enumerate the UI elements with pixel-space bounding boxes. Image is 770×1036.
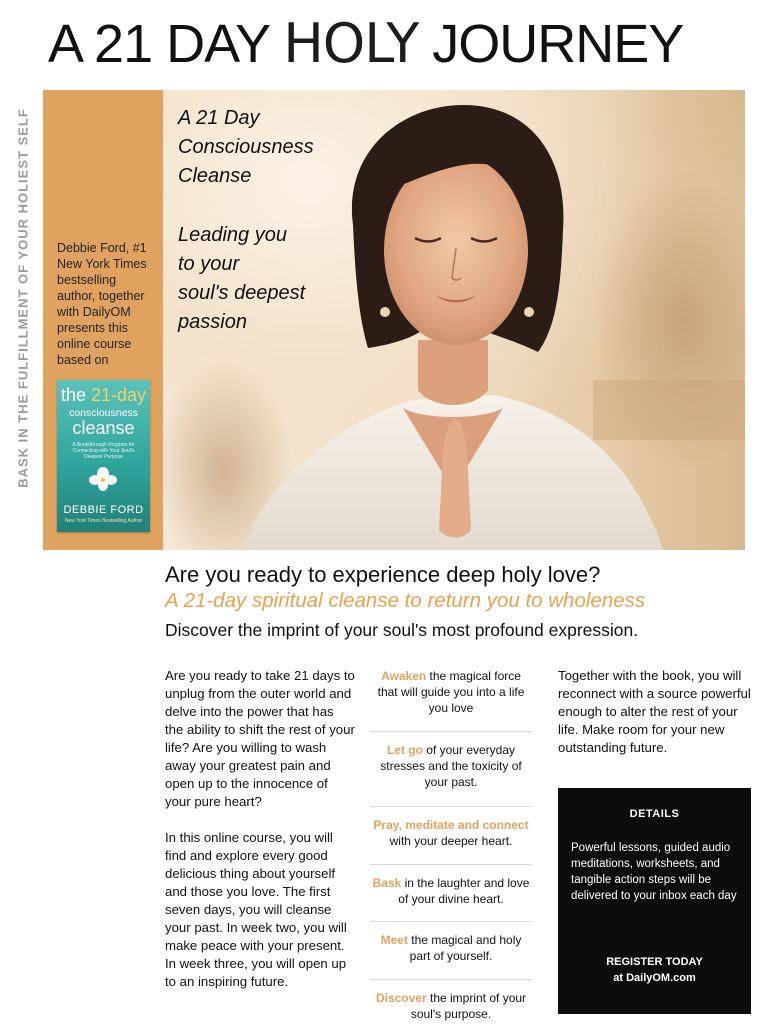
benefit-text: of your everyday stresses and the toxicity of your past. xyxy=(380,743,521,789)
list-item xyxy=(370,807,532,865)
body-paragraph-2: In this online course, you will find and explore every good delicious thing about yourself and those you love. The first seven days, you will cleanse your past. In week two, you will make peace with your present. In week three, you will open up to an inspiring future. xyxy=(165,829,355,991)
body-column-1 xyxy=(165,667,355,1009)
sidebar-intro: Debbie Ford, #1 New York Times bestselling author, together with DailyOM presents this online course based on xyxy=(57,240,157,368)
benefit-text: in the laughter and love of your divine heart. xyxy=(398,876,529,906)
benefit-text: the magical force that will guide you into a life you love xyxy=(378,669,525,715)
title-part-3: JOURNEY xyxy=(432,14,683,74)
left-earring xyxy=(380,307,390,317)
hero-line-2: Consciousness xyxy=(178,133,358,162)
details-heading: DETAILS xyxy=(558,808,751,820)
body-paragraph-1: Are you ready to take 21 days to unplug from the outer world and delve into the power that has the ability to shift the rest of your life? Are you willing to wash away your greatest pain and open up to the innocence of your pure heart? xyxy=(165,667,355,811)
list-item xyxy=(370,865,532,923)
benefit-keyword: Bask xyxy=(373,876,402,890)
list-item xyxy=(370,980,532,1036)
hero-line-7: passion xyxy=(178,308,358,337)
sidebar-panel xyxy=(43,90,163,550)
title-part-1: A 21 DAY xyxy=(48,14,269,74)
hero-line-1: A 21 Day xyxy=(178,104,358,133)
book-the: the xyxy=(61,385,86,405)
hero-text xyxy=(178,104,358,337)
right-earring xyxy=(524,307,534,317)
list-item xyxy=(370,668,532,732)
details-body: Powerful lessons, guided audio meditations, worksheets, and tangible action steps will be delivered to your inbox each day xyxy=(571,840,746,904)
benefit-keyword: Awaken xyxy=(381,669,426,683)
vertical-tagline-text: BASK IN THE FULFILLMENT OF YOUR HOLIEST SELF xyxy=(16,108,31,488)
book-subtitle: A Breakthrough Program for Connecting with Your Soul's Deepest Purpose xyxy=(63,442,144,460)
orchid-icon xyxy=(89,466,117,492)
book-author: DEBBIE FORD xyxy=(57,504,150,516)
hero-line-5: to your xyxy=(178,250,358,279)
hero-line-3: Cleanse xyxy=(178,162,358,191)
register-cta-line-2: at DailyOM.com xyxy=(558,970,751,986)
details-box xyxy=(558,788,751,1014)
book-word-cleanse: cleanse xyxy=(57,418,150,439)
hero-photo xyxy=(163,90,745,550)
background-shelf xyxy=(593,380,745,440)
benefit-text: with your deeper heart. xyxy=(390,834,513,848)
book-title-line xyxy=(57,386,150,404)
benefit-keyword: Pray, meditate and connect xyxy=(373,818,528,832)
book-cover xyxy=(57,380,150,532)
title-part-2: HOLY xyxy=(283,12,418,75)
headline-subtitle: A 21-day spiritual cleanse to return you to wholeness xyxy=(165,589,645,613)
benefits-list xyxy=(370,668,532,1036)
benefit-text: the magical and holy part of yourself. xyxy=(408,933,521,963)
hero-line-4: Leading you xyxy=(178,221,358,250)
benefit-keyword: Discover xyxy=(376,991,427,1005)
register-cta-line-1: REGISTER TODAY xyxy=(558,954,751,970)
vertical-tagline xyxy=(13,94,33,502)
book-word-consciousness: consciousness xyxy=(57,407,150,419)
book-tagline: New York Times Bestselling Author xyxy=(57,518,150,524)
benefit-keyword: Meet xyxy=(381,933,408,947)
body-column-3: Together with the book, you will reconnect with a source powerful enough to alter the rest of your life. Make room for your new outstanding future. xyxy=(558,667,753,757)
register-cta[interactable] xyxy=(558,954,751,986)
book-number: 21-day xyxy=(91,385,146,405)
neck xyxy=(418,340,488,405)
hero-line-6: soul's deepest xyxy=(178,279,358,308)
list-item xyxy=(370,732,532,807)
page-title xyxy=(48,12,748,76)
benefit-text: the imprint of your soul's purpose. xyxy=(411,991,526,1021)
headline-question: Are you ready to experience deep holy love? xyxy=(165,562,600,588)
headline-tagline: Discover the imprint of your soul's most profound expression. xyxy=(165,620,638,641)
benefit-keyword: Let go xyxy=(387,743,423,757)
list-item xyxy=(370,922,532,980)
